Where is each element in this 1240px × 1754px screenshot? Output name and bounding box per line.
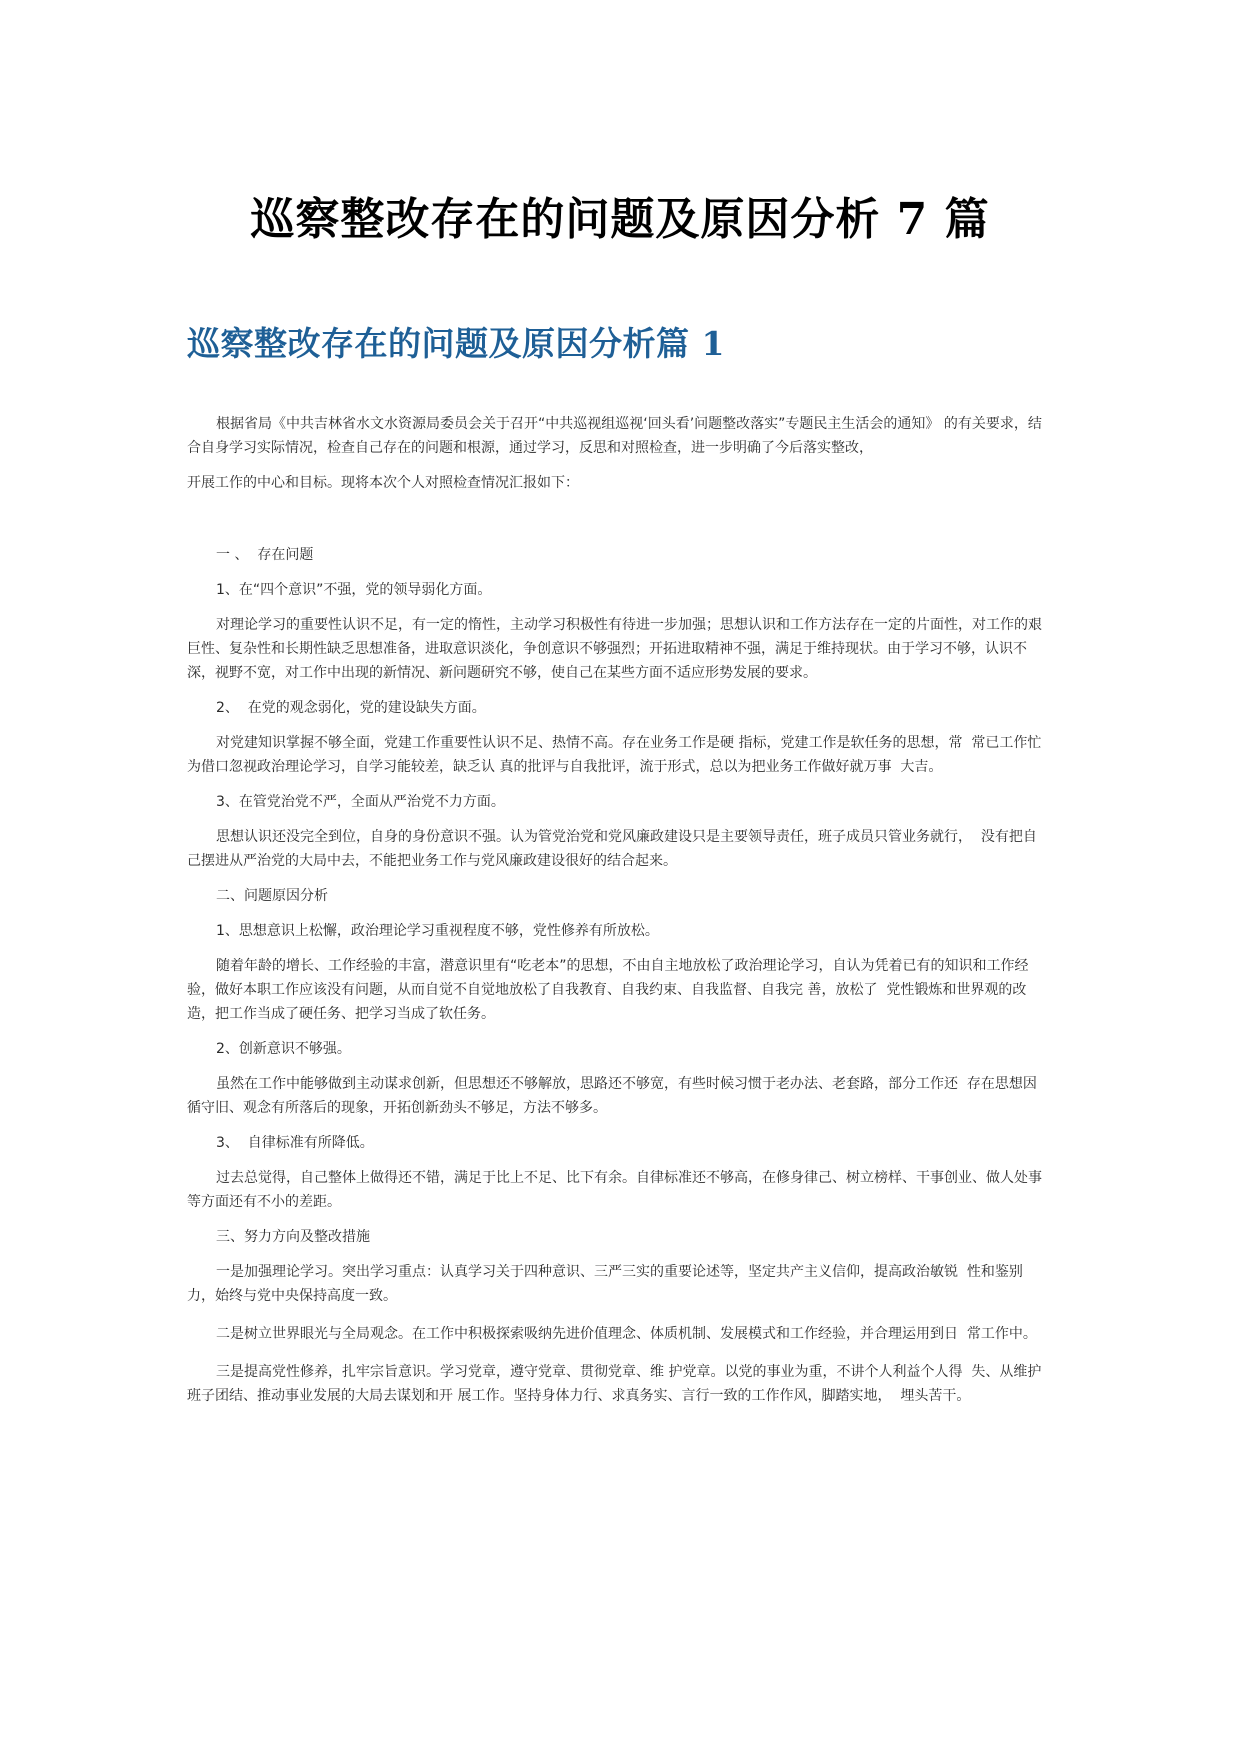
paragraph-intro: 根据省局《中共吉林省水文水资源局委员会关于召开“中共巡视组巡视‘回头看’问题整改落实”专题民主生活会的通知》 的有关要求，结合自身学习实际情况，检查自己存在的问题和根源，通过学习，反思和对照检查，进一步明确了今后落实整改， xyxy=(187,416,1042,456)
document-body xyxy=(187,412,1047,1408)
section-title: 巡察整改存在的问题及原因分析篇 1 xyxy=(187,324,725,364)
paragraph-problem-3: 思想认识还没完全到位，自身的身份意识不强。认为管党治党和党风廉政建设只是主要领导责任，班子成员只管业务就行， 没有把自己摆进从严治党的大局中去，不能把业务工作与党风廉政建设很好的结合起来。 xyxy=(187,829,1037,869)
paragraph-intro-continued: 开展工作的中心和目标。现将本次个人对照检查情况汇报如下： xyxy=(187,475,579,491)
paragraph-measure-3: 三是提高党性修养，扎牢宗旨意识。学习党章，遵守党章、贯彻党章、维 护党章。以党的事业为重，不讲个人利益个人得 失、从维护班子团结、推动事业发展的大局去谋划和开 展工作。坚持身体力行、求真务实、言行一致的工作作风，脚踏实地， 埋头苦干。 xyxy=(187,1364,1042,1404)
subheading-problem-2: 2、 在党的观念弱化，党的建设缺失方面。 xyxy=(216,700,486,716)
paragraph-measure-2: 二是树立世界眼光与全局观念。在工作中积极探索吸纳先进价值理念、体质机制、发展模式和工作经验，并合理运用到日 常工作中。 xyxy=(216,1326,1037,1342)
subheading-problem-3: 3、在管党治党不严，全面从严治党不力方面。 xyxy=(216,794,505,810)
subheading-cause-2: 2、创新意识不够强。 xyxy=(216,1041,351,1057)
paragraph-problem-1: 对理论学习的重要性认识不足，有一定的惰性，主动学习积极性有待进一步加强；思想认识和工作方法存在一定的片面性，对工作的艰巨性、复杂性和长期性缺乏思想准备，进取意识淡化，争创意识不够强烈；开拓进取精神不强，满足于维持现状。由于学习不够，认识不深，视野不宽，对工作中出现的新情况、新问题研究不够，使自己在某些方面不适应形势发展的要求。 xyxy=(187,617,1042,681)
paragraph-problem-2: 对党建知识掌握不够全面，党建工作重要性认识不足、热情不高。存在业务工作是硬 指标，党建工作是软任务的思想，常 常已工作忙为借口忽视政治理论学习，自学习能较差，缺乏认 真的批评与自我批评，流于形式，总以为把业务工作做好就万事 大吉。 xyxy=(187,735,1042,775)
document-title: 巡察整改存在的问题及原因分析 7 篇 xyxy=(250,194,990,246)
subheading-cause-3: 3、 自律标准有所降低。 xyxy=(216,1135,374,1151)
paragraph-cause-3: 过去总觉得，自己整体上做得还不错，满足于比上不足、比下有余。自律标准还不够高，在修身律己、树立榜样、干事创业、做人处事等方面还有不小的差距。 xyxy=(187,1170,1042,1210)
paragraph-cause-1: 随着年龄的增长、工作经验的丰富，潜意识里有“吃老本”的思想，不由自主地放松了政治理论学习，自认为凭着已有的知识和工作经验，做好本职工作应该没有问题，从而自觉不自觉地放松了自我教育、自我约束、自我监督、自我完 善，放松了 党性锻炼和世界观的改造，把工作当成了硬任务、把学习当成了软任务。 xyxy=(187,958,1029,1022)
subheading-problem-1: 1、在“四个意识”不强，党的领导弱化方面。 xyxy=(216,582,492,598)
paragraph-cause-2: 虽然在工作中能够做到主动谋求创新，但思想还不够解放，思路还不够宽，有些时候习惯于老办法、老套路，部分工作还 存在思想因循守旧、观念有所落后的现象，开拓创新劲头不够足，方法不够多。 xyxy=(187,1076,1037,1116)
heading-cause-analysis: 二、问题原因分析 xyxy=(216,888,328,904)
heading-existing-problems: 一 、 存在问题 xyxy=(216,547,314,563)
paragraph-measure-1: 一是加强理论学习。突出学习重点：认真学习关于四种意识、三严三实的重要论述等，坚定共产主义信仰，提高政治敏锐 性和鉴别力，始终与党中央保持高度一致。 xyxy=(187,1264,1023,1304)
heading-rectification-measures: 三、努力方向及整改措施 xyxy=(216,1229,370,1245)
subheading-cause-1: 1、思想意识上松懈，政治理论学习重视程度不够，党性修养有所放松。 xyxy=(216,923,659,939)
